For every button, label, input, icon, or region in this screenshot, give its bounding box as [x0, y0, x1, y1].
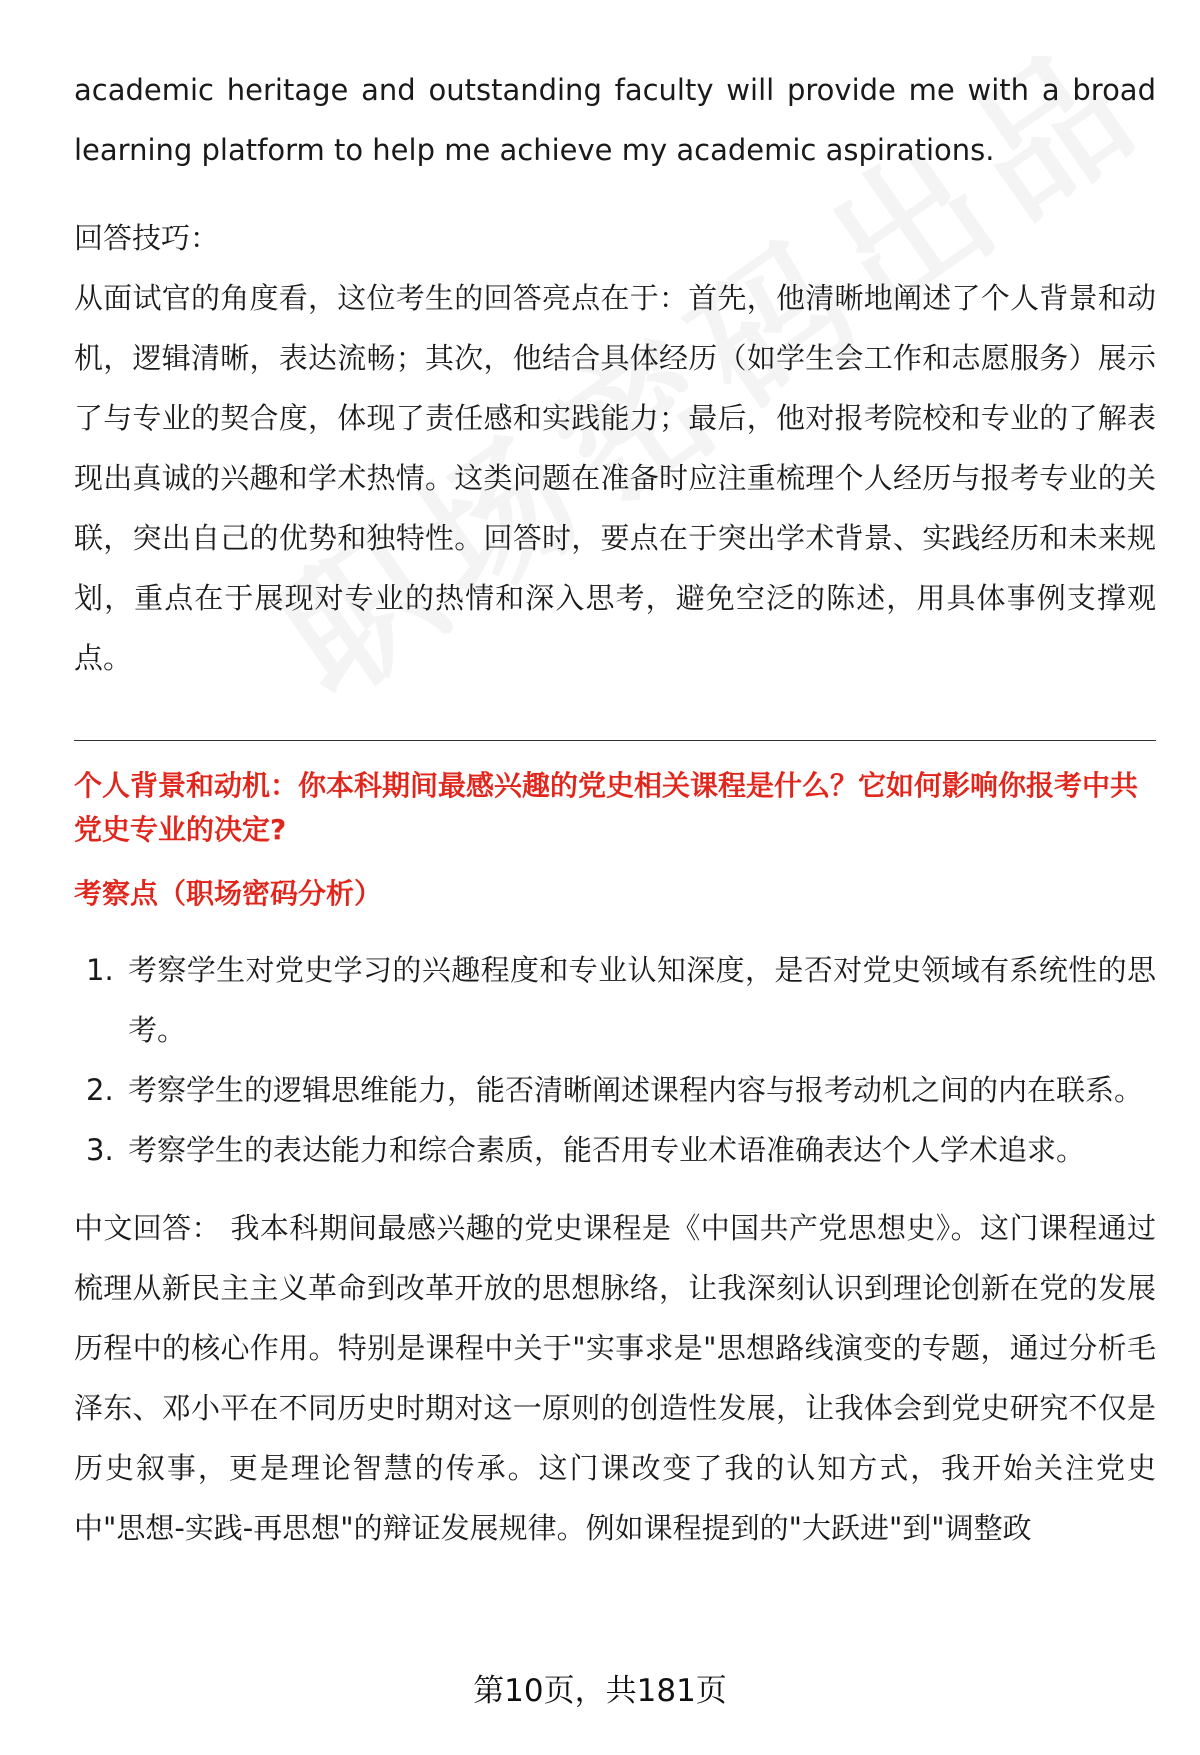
- list-item-text: 考察学生对党史学习的兴趣程度和专业认知深度，是否对党史领域有系统性的思考。: [128, 953, 1156, 1047]
- focus-heading: 考察点（职场密码分析）: [74, 877, 383, 910]
- question-section: [74, 764, 1156, 1558]
- question-heading: 个人背景和动机：你本科期间最感兴趣的党史相关课程是什么？它如何影响你报考中共党史专业的决定?: [74, 769, 1139, 846]
- list-item-number: 3.: [86, 1133, 114, 1167]
- tips-label: 回答技巧：: [74, 221, 220, 255]
- page-upper-content: [74, 60, 1156, 688]
- list-item: [74, 940, 1156, 1060]
- answer-paragraph: [74, 1198, 1156, 1558]
- answer-label: 中文回答：: [74, 1211, 221, 1245]
- section-divider: [74, 740, 1156, 741]
- list-item: [74, 1060, 1156, 1120]
- answer-text: 我本科期间最感兴趣的党史课程是《中国共产党思想史》。这门课程通过梳理从新民主主义革命到改革开放的思想脉络，让我深刻认识到理论创新在党的发展历程中的核心作用。特别是课程中关于"实事求是"思想路线演变的专题，通过分析毛泽东、邓小平在不同历史时期对这一原则的创造性发展，让我体会到党史研究不仅是历史叙事，更是理论智慧的传承。这门课改变了我的认知方式，我开始关注党史中"思想-实践-再思想"的辩证发展规律。例如课程提到的"大跃进"到"调整政: [74, 1211, 1156, 1545]
- tips-text: 从面试官的角度看，这位考生的回答亮点在于：首先，他清晰地阐述了个人背景和动机，逻辑清晰，表达流畅；其次，他结合具体经历（如学生会工作和志愿服务）展示了与专业的契合度，体现了责任感和实践能力；最后，他对报考院校和专业的了解表现出真诚的兴趣和学术热情。这类问题在准备时应注重梳理个人经历与报考专业的关联，突出自己的优势和独特性。回答时，要点在于突出学术背景、实践经历和未来规划，重点在于展现对专业的热情和深入思考，避免空泛的陈述，用具体事例支撑观点。: [74, 281, 1156, 675]
- list-item-text: 考察学生的逻辑思维能力，能否清晰阐述课程内容与报考动机之间的内在联系。: [128, 1073, 1144, 1107]
- list-item-text: 考察学生的表达能力和综合素质，能否用专业术语准确表达个人学术追求。: [128, 1133, 1086, 1167]
- page-number-footer: 第10页，共181页: [473, 1673, 727, 1709]
- focus-points-list: [74, 940, 1156, 1180]
- list-item-number: 1.: [86, 953, 114, 987]
- list-item: [74, 1120, 1156, 1180]
- list-item-number: 2.: [86, 1073, 114, 1107]
- intro-paragraph: academic heritage and outstanding faculty will provide me with a broad learning platform to help me achieve my academic aspirations.: [74, 73, 1156, 167]
